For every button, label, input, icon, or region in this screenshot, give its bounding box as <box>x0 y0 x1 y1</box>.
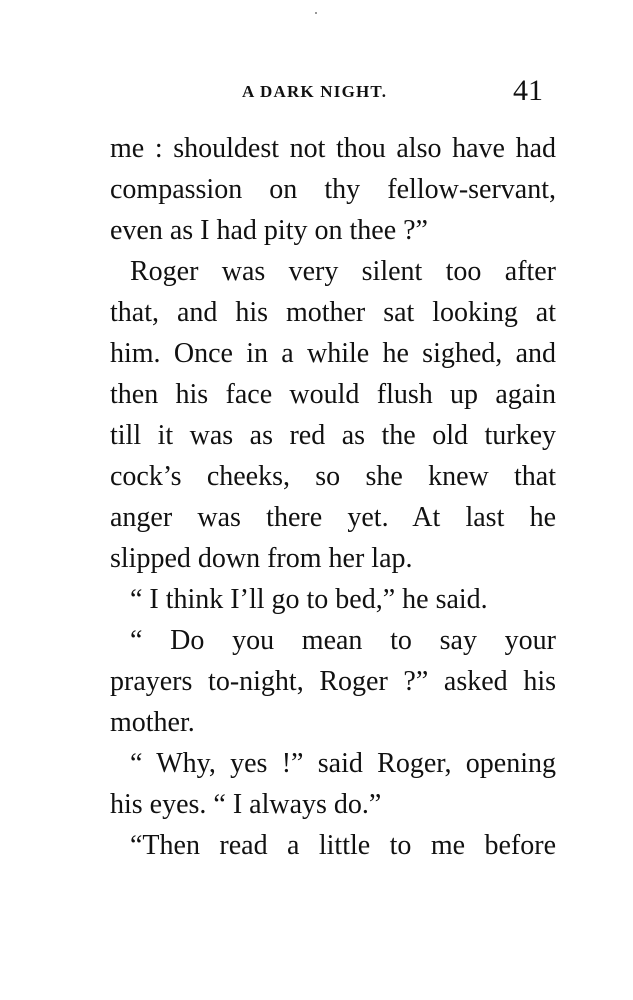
text-line: anger was there yet. At last he <box>110 502 556 533</box>
text-line: him. Once in a while he sighed, and <box>110 338 556 369</box>
text-line: “ I think I’ll go to bed,” he said. <box>130 584 488 615</box>
text-line: Roger was very silent too after <box>130 256 556 287</box>
page-number: 41 <box>513 74 543 107</box>
text-line: mother. <box>110 707 195 738</box>
body-text <box>110 128 556 866</box>
text-line: compassion on thy fellow-servant, <box>110 174 556 205</box>
text-line: cock’s cheeks, so she knew that <box>110 461 556 492</box>
text-line: slipped down from her lap. <box>110 543 413 574</box>
text-line: “ Do you mean to say your <box>130 625 556 656</box>
text-line: till it was as red as the old turkey <box>110 420 556 451</box>
paper-speck <box>315 12 317 14</box>
text-line: that, and his mother sat looking at <box>110 297 556 328</box>
text-line: even as I had pity on thee ?” <box>110 215 428 246</box>
text-line: prayers to-night, Roger ?” asked his <box>110 666 556 697</box>
text-line: then his face would flush up again <box>110 379 556 410</box>
text-line: “Then read a little to me before <box>130 830 556 861</box>
text-line: his eyes. “ I always do.” <box>110 789 382 820</box>
running-title: A DARK NIGHT. <box>242 82 388 101</box>
text-line: me : shouldest not thou also have had <box>110 133 556 164</box>
text-line: “ Why, yes !” said Roger, opening <box>130 748 556 779</box>
running-head <box>0 74 633 110</box>
